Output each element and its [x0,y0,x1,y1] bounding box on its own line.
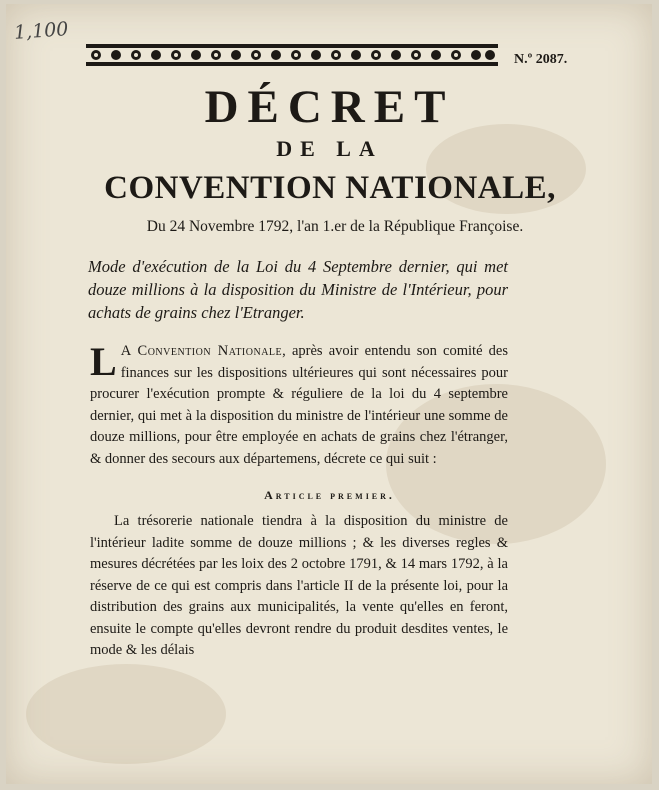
assembly-name: CONVENTION NATIONALE, [104,170,556,206]
article-heading: Article premier. [264,488,395,502]
drop-cap: L [90,339,117,384]
ornament-border [86,40,498,70]
handwritten-number: 1,100 [13,18,70,44]
decree-subtitle: Mode d'exécution de la Loi du 4 Septembre dernier, qui met douze millions à la disposition du Ministre de l'Intérieur, pour achats de grains chez l'Etranger. [88,257,508,322]
article-paragraph: La trésorerie nationale tiendra à la disposition du ministre de l'intérieur ladite somme de douze millions ; & les diverses regles & mesures décrétées par les loix des 2 octobre 1791, & 14 mars 1792, à la réserve de ce qui est compris dans l'article II de la présente loi, pour la distribution des grains aux municipalités, la vente qu'elles en feront, ensuite le compte qu'elles devront rendre du produit desdites ventes, le mode & les délais [90,513,508,658]
title-de-la: DE LA [276,136,383,161]
decree-title: DÉCRET [204,81,455,133]
preamble-paragraph [90,341,508,470]
date-line: Du 24 Novembre 1792, l'an 1.er de la République Françoise. [146,218,524,235]
paper-stain [26,664,226,764]
preamble-lead: A Convention Nationale [120,343,283,359]
preamble-text: , après avoir entendu son comité des finances sur les dispositions ultérieures qui sont nécessaires pour procurer l'exécution prompte & réguliere de la loi du 4 septembre dernier, qui met à la disposition du ministre de l'intérieur une somme de douze millions, pour être employée en achats de grains chez l'étranger, & donner des secours aux départemens, décrete ce qui suit : [90,343,509,467]
document-number: N.º 2087. [514,52,568,67]
